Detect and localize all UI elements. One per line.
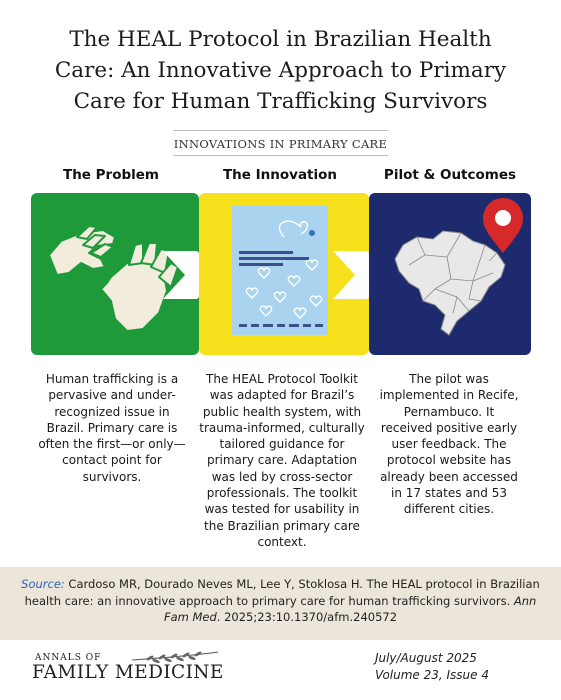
column-heading-outcomes: Pilot & Outcomes: [383, 167, 517, 183]
journal-logo-top: ANNALS OF: [35, 653, 102, 663]
source-citation: [16, 576, 545, 626]
source-doi: . 2025;23:10.1370/afm.240572: [216, 610, 398, 624]
column-heading-innovation: The Innovation: [222, 167, 338, 183]
innovation-description: The HEAL Protocol Toolkit was adapted for Brazil’s public health system, with trauma-informed, culturally tailored guidance for primary care. Adaptation was led by cross-sector professionals. The toolkit was tested for usability in the Brazilian primary care context.: [199, 372, 365, 549]
leaf-ornament-icon: [130, 650, 220, 664]
journal-name: Ann Fam Med: [163, 593, 537, 624]
issue-volume: Volume 23, Issue 4: [374, 668, 489, 682]
journal-logo: FAMILY MEDICINE: [32, 662, 224, 683]
divider: [173, 130, 388, 131]
problem-description: Human trafficking is a pervasive and under-recognized issue in Brazil. Primary care is often the first—or only—contact point for survivors.: [38, 372, 186, 484]
title-line: The HEAL Protocol in Brazilian Health: [69, 27, 492, 52]
source-text: Cardoso MR, Dourado Neves ML, Lee Y, Stoklosa H. The HEAL protocol in Brazilian health care: an innovative approach to primary care for human trafficking survivors.: [24, 577, 540, 608]
source-label: Source:: [21, 577, 65, 591]
divider: [173, 155, 388, 156]
issue-date: July/August 2025: [374, 651, 477, 665]
source-box: [0, 567, 561, 640]
outcomes-panel: [369, 193, 531, 355]
title-line: Care: An Innovative Approach to Primary: [54, 58, 507, 83]
section-subtitle: INNOVATIONS IN PRIMARY CARE: [173, 137, 388, 151]
column-heading-problem: The Problem: [62, 167, 160, 183]
title-line: Care for Human Trafficking Survivors: [73, 89, 488, 114]
outcomes-description: The pilot was implemented in Recife, Pernambuco. It received positive early user feedback. The protocol website has already been accessed in 17 states and 53 different cities.: [379, 372, 519, 517]
brazil-map-icon: [369, 193, 531, 355]
issue-info: [375, 650, 489, 684]
page-title: [0, 24, 561, 117]
location-pin-icon: [483, 198, 523, 253]
